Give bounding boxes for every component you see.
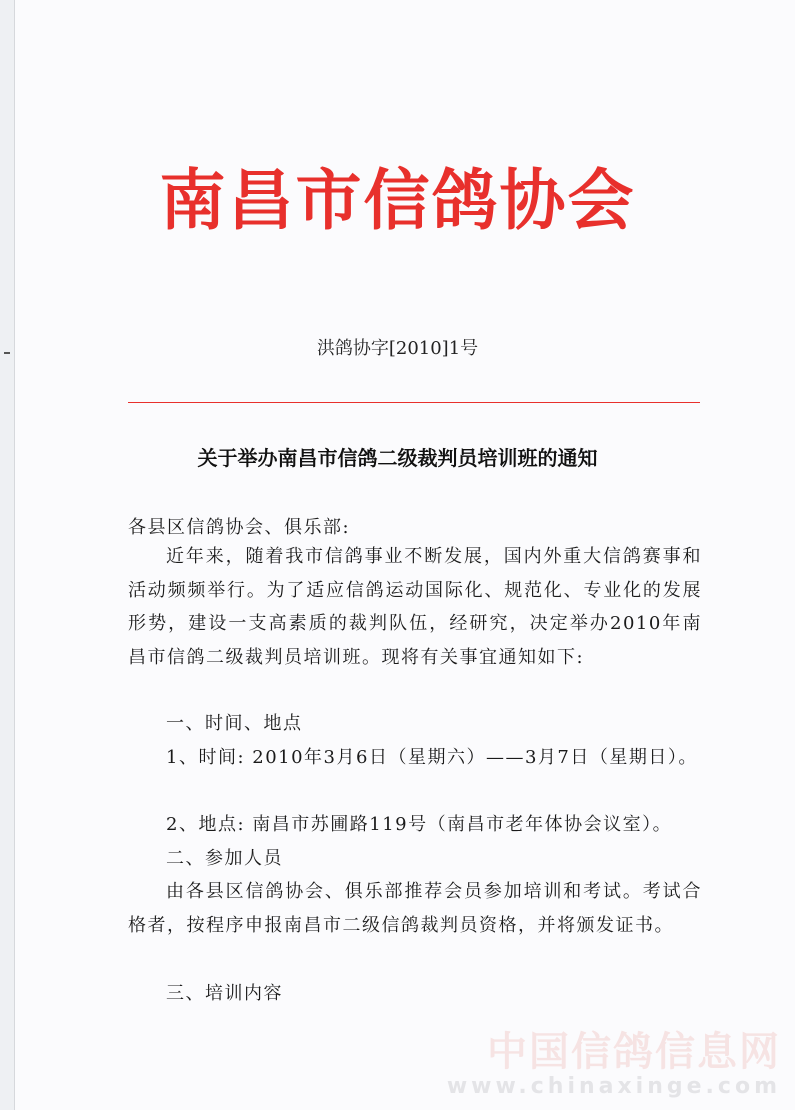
document-number: 洪鸽协字[2010]1号 — [316, 338, 479, 359]
section-heading-participants: 二、参加人员 — [166, 848, 283, 869]
intro-paragraph: 近年来，随着我市信鸽事业不断发展，国内外重大信鸽赛事和活动频频举行。为了适应信鸽运动国际化、规范化、专业化的发展形势，建设一支高素质的裁判队伍，经研究，决定举办2010年南昌市信鸽二级裁判员培训班。现将有关事宜通知如下: — [128, 546, 702, 668]
watermark-site-name: 中国信鸽信息网 — [487, 1029, 781, 1075]
participants-paragraph: 由各县区信鸽协会、俱乐部推荐会员参加培训和考试。考试合格者，按程序申报南昌市二级信鸽裁判员资格，并将颁发证书。 — [128, 881, 702, 936]
item-time: 1、时间: 2010年3月6日（星期六）——3月7日（星期日）。 — [166, 747, 698, 768]
site-watermark — [446, 1029, 781, 1099]
watermark-site-url: www.chinaxinge.com — [446, 1074, 781, 1099]
red-divider-line — [128, 402, 700, 403]
item-place: 2、地点: 南昌市苏圃路119号（南昌市老年体协会议室）。 — [166, 814, 673, 835]
section-heading-training-content: 三、培训内容 — [166, 983, 283, 1004]
notice-title: 关于举办南昌市信鸽二级裁判员培训班的通知 — [197, 446, 598, 470]
salutation: 各县区信鸽协会、俱乐部: — [128, 517, 351, 538]
section-heading-time-place: 一、时间、地点 — [166, 713, 303, 734]
organization-header: 南昌市信鸽协会 — [159, 162, 636, 239]
